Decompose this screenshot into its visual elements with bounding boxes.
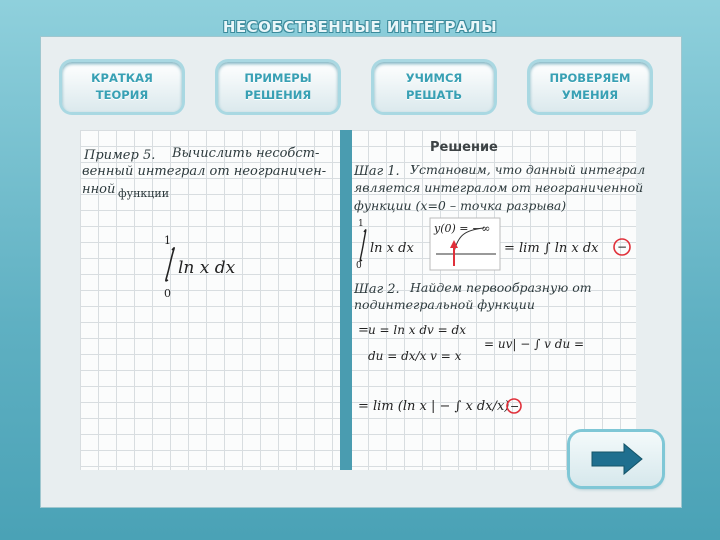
svg-text:0: 0 (356, 261, 362, 271)
example-text-line4: функции (118, 187, 170, 200)
example-text-line1: Вычислить несобст- (172, 146, 320, 161)
example-text-line2: венный интеграл от неограничен- (82, 164, 327, 179)
step1-limit-eq: = lim ∫ ln x dx (504, 241, 599, 256)
step1-line3: функции (x=0 – точка разрыва) (354, 198, 567, 213)
integral-lower-limit: 0 (164, 287, 171, 300)
step2-line1: Найдем первообразную от (410, 280, 592, 295)
next-button[interactable] (570, 432, 662, 486)
nav-button-learn[interactable]: УЧИМСЯ РЕШАТЬ (374, 62, 494, 112)
svg-text:= lim (ln x | − ∫ x dx/x): = lim (ln x | − ∫ x dx/x) (358, 399, 510, 414)
svg-text:1: 1 (358, 219, 364, 229)
column-divider (340, 130, 352, 470)
step1-line1: Установим, что данный интеграл (410, 162, 646, 177)
discontinuity-text: y(0) = −∞ (434, 222, 491, 235)
svg-text:du = dx/x v = x: du = dx/x v = x (368, 349, 462, 363)
step1-label: Шаг 1. (354, 164, 400, 179)
nav-button-check[interactable]: ПРОВЕРЯЕМ УМЕНИЯ (530, 62, 650, 112)
step2-label: Шаг 2. (354, 282, 400, 297)
svg-text:ln x dx: ln x dx (370, 241, 414, 256)
nav-button-theory[interactable]: КРАТКАЯ ТЕОРИЯ (62, 62, 182, 112)
integral-expression: ln x dx (178, 258, 236, 278)
arrow-right-icon (570, 432, 662, 486)
example-text-line3: нной (82, 182, 116, 197)
nav-button-examples[interactable]: ПРИМЕРЫ РЕШЕНИЯ (218, 62, 338, 112)
integral-upper-limit: 1 (164, 234, 171, 247)
svg-text:= uv| − ∫ v du =: = uv| − ∫ v du = (484, 337, 585, 351)
svg-text:=: = (358, 323, 369, 338)
example-label: Пример 5. (84, 148, 156, 163)
step1-result: − (617, 240, 628, 254)
step1-math (354, 216, 640, 272)
example-integral (150, 230, 260, 302)
step2-math (354, 320, 594, 430)
solution-title: Решение (430, 140, 498, 155)
step1-line2: является интегралом от неограниченной (354, 180, 644, 195)
svg-text:u = ln x dv = dx: u = ln x dv = dx (368, 323, 466, 337)
page-title: НЕСОБСТВЕННЫЕ ИНТЕГРАЛЫ (222, 18, 498, 36)
step2-result: − (510, 400, 520, 413)
step2-line2: подинтегральной функции (354, 297, 535, 312)
